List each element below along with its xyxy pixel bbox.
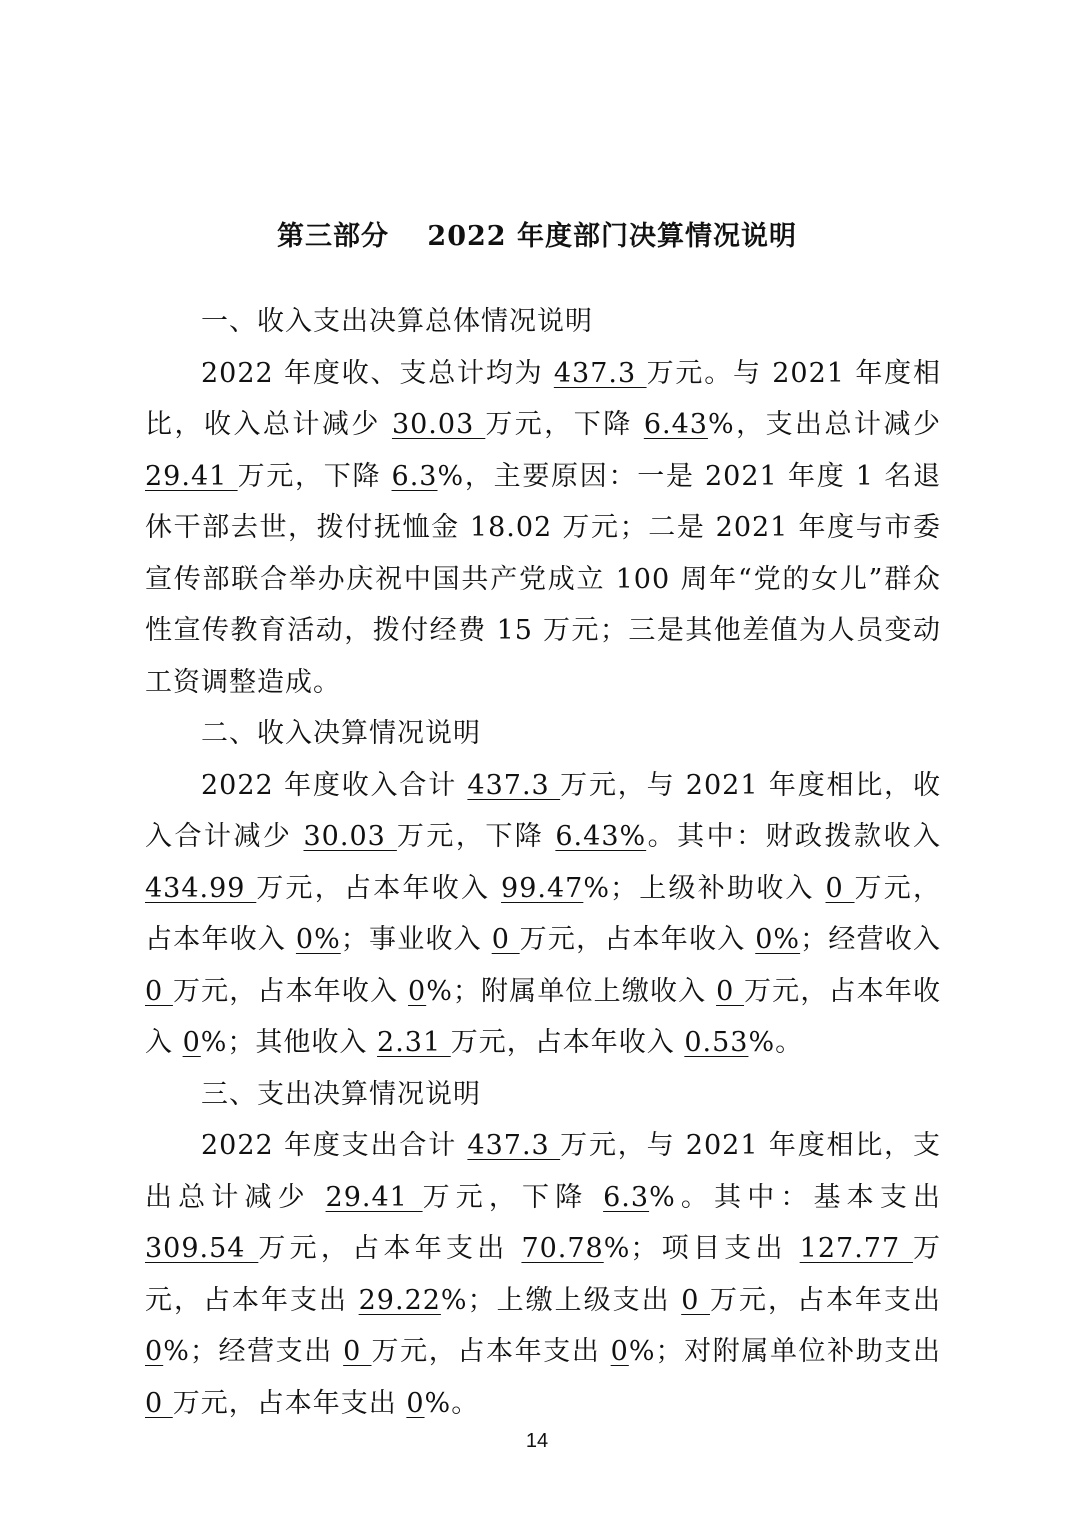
underlined-value: 0% (755, 924, 801, 955)
underlined-value: 0 (182, 1027, 201, 1058)
document-title: 第三部分 2022 年度部门决算情况说明 (277, 221, 797, 253)
text-run: 万元，占本年支出 (709, 1284, 941, 1316)
text-run: %；其他收入 (200, 1027, 378, 1058)
text-run: 万元，占本年收入 (450, 1027, 685, 1058)
underlined-value: 437.3 (467, 769, 561, 801)
section-paragraph (145, 760, 941, 1069)
text-run: 万元，占本年收入 (145, 975, 942, 1058)
text-run: 万元，下降 (396, 821, 556, 852)
text-run: 万元，占本年支出 (145, 1233, 941, 1316)
text-run: %。 (748, 1027, 804, 1058)
text-run: 万元，与 2021 年度相比，收入合计减少 (145, 769, 941, 852)
underlined-value: 0 (145, 975, 173, 1007)
text-run: %；经营支出 (163, 1336, 344, 1367)
underlined-value: 6.43% (555, 821, 647, 852)
text-run: %，支出总计减少 (707, 409, 941, 440)
text-run: %。 (424, 1387, 480, 1419)
underlined-value: 30.03 (391, 409, 486, 440)
underlined-value: 437.3 (467, 1130, 561, 1161)
text-run: 万元，与 2021 年度相比，支出总计减少 (145, 1130, 941, 1213)
section-paragraph (145, 348, 941, 709)
text-run: 万元，占本年收入 (172, 975, 408, 1007)
underlined-value: 0 (825, 872, 855, 904)
underlined-value: 29.41 (325, 1181, 423, 1213)
text-run: 。其中：财政拨款收入 (646, 821, 941, 852)
underlined-value: 70.78 (521, 1233, 604, 1264)
text-run: %；上级补助收入 (583, 872, 826, 904)
text-run: 万元，占本年支出 (258, 1233, 522, 1264)
text-run: 万元，占本年收入 (256, 872, 502, 904)
text-run: %；项目支出 (603, 1233, 800, 1264)
underlined-value: 99.47 (501, 872, 584, 904)
underlined-value: 0 (491, 924, 520, 955)
text-run: %；对附属单位补助支出 (628, 1336, 942, 1367)
document-body (145, 296, 941, 1429)
text-run: 万元，占本年收入 (145, 872, 941, 955)
text-run: 2022 年度收入合计 (201, 769, 468, 801)
underlined-value: 0 (408, 975, 427, 1007)
section-heading: 一、收入支出决算总体情况说明 (201, 306, 593, 337)
underlined-value: 0 (716, 975, 745, 1007)
text-run: %，主要原因：一是 2021 年度 1 名退休干部去世，拨付抚恤金 18.02 万元；二是 2021 年度与市委宣传部联合举办庆祝中国共产党成立 100 周年“党的女儿”群众性宣传教育活动，拨付经费 15 万元；三是其他差值为人员变动工资调整造成。 (145, 460, 941, 698)
page-number: 14 (525, 1430, 549, 1452)
text-run: 万元，占本年支出 (172, 1387, 407, 1419)
underlined-value: 6.3 (391, 460, 438, 492)
underlined-value: 434.99 (145, 872, 257, 904)
underlined-value: 0 (610, 1336, 629, 1367)
underlined-value: 0 (145, 1336, 164, 1367)
text-run: 2022 年度收、支总计均为 (201, 357, 554, 389)
underlined-value: 30.03 (303, 821, 397, 852)
text-run: %；上缴上级支出 (440, 1284, 682, 1316)
text-run: 万元，下降 (422, 1181, 604, 1213)
section-heading: 三、支出决算情况说明 (201, 1078, 481, 1110)
underlined-value: 0 (406, 1387, 425, 1419)
underlined-value: 6.3 (603, 1181, 650, 1213)
underlined-value: 29.22 (358, 1284, 441, 1316)
text-run: 万元，下降 (237, 460, 392, 492)
text-run: 万元，占本年收入 (519, 924, 756, 955)
underlined-value: 309.54 (145, 1233, 259, 1264)
text-run: 万元，占本年支出 (371, 1336, 611, 1367)
underlined-value: 127.77 (799, 1233, 913, 1264)
underlined-value: 437.3 (553, 357, 647, 389)
text-run: ；事业收入 (340, 924, 492, 955)
section-heading: 二、收入决算情况说明 (201, 718, 481, 749)
text-run: 2022 年度支出合计 (201, 1130, 468, 1161)
text-run: %；附属单位上缴收入 (426, 975, 717, 1007)
underlined-value: 0 (681, 1284, 710, 1316)
section-paragraph (145, 1120, 941, 1429)
underlined-value: 6.43 (643, 409, 708, 440)
underlined-value: 2.31 (377, 1027, 451, 1058)
text-run: 万元。与 2021 年度相比，收入总计减少 (145, 357, 941, 440)
underlined-value: 0% (295, 924, 341, 955)
underlined-value: 0 (343, 1336, 372, 1367)
text-run: %。其中：基本支出 (649, 1181, 941, 1213)
text-run: 万元，下降 (485, 409, 644, 440)
underlined-value: 29.41 (145, 460, 238, 492)
text-run: ；经营收入 (800, 924, 941, 955)
underlined-value: 0 (145, 1387, 173, 1419)
underlined-value: 0.53 (684, 1027, 749, 1058)
